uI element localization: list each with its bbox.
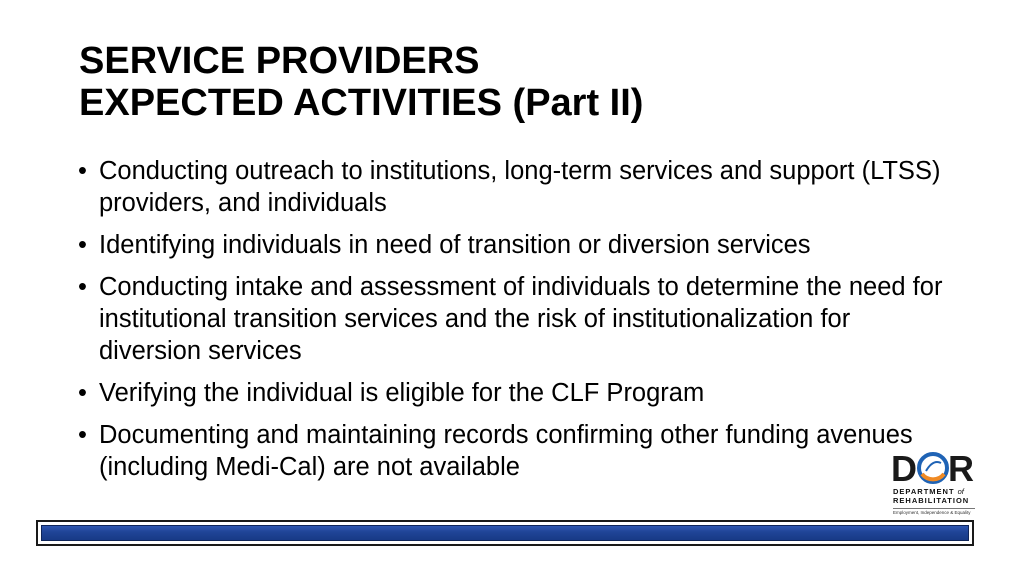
logo-of: of — [957, 487, 964, 496]
logo-letter-d: D — [891, 449, 917, 485]
slide-title — [79, 40, 979, 124]
bullet-dot: • — [78, 379, 87, 407]
slide-title-line-2: EXPECTED ACTIVITIES (Part II) — [79, 82, 644, 124]
logo-rehabilitation: REHABILITATION — [893, 496, 970, 505]
bullet-text: Conducting outreach to institutions, long-term services and support (LTSS) providers, and individuals — [99, 157, 941, 217]
bullet-item-documenting — [78, 419, 948, 483]
bullet-item-identifying — [78, 229, 948, 261]
logo-department-text — [893, 487, 977, 505]
bullet-item-intake — [78, 271, 948, 367]
footer-bar-fill — [41, 525, 969, 541]
bullet-text: Identifying individuals in need of transition or diversion services — [99, 231, 811, 259]
logo-department: DEPARTMENT — [893, 487, 955, 496]
logo-tagline: Employment, Independence & Equality — [893, 510, 971, 515]
bullet-text: Documenting and maintaining records confirming other funding avenues (including Medi-Cal) are not available — [99, 421, 913, 481]
bullet-dot: • — [78, 421, 87, 449]
logo-circle-icon — [919, 454, 947, 482]
dor-logo — [889, 449, 977, 519]
bullet-dot: • — [78, 157, 87, 185]
bullet-item-outreach — [78, 155, 948, 219]
logo-divider — [893, 508, 975, 509]
logo-letter-r: R — [948, 449, 974, 485]
bullet-dot: • — [78, 273, 87, 301]
bullet-item-verifying — [78, 377, 948, 409]
footer-bar — [36, 520, 974, 546]
bullet-text: Verifying the individual is eligible for the CLF Program — [99, 379, 705, 407]
bullet-list — [78, 155, 948, 493]
slide-title-line-1: SERVICE PROVIDERS — [79, 40, 480, 82]
bullet-text: Conducting intake and assessment of individuals to determine the need for institutional transition services and the risk of institutionalization for diversion services — [99, 273, 943, 365]
bullet-dot: • — [78, 231, 87, 259]
dor-logo-mark — [889, 449, 977, 485]
